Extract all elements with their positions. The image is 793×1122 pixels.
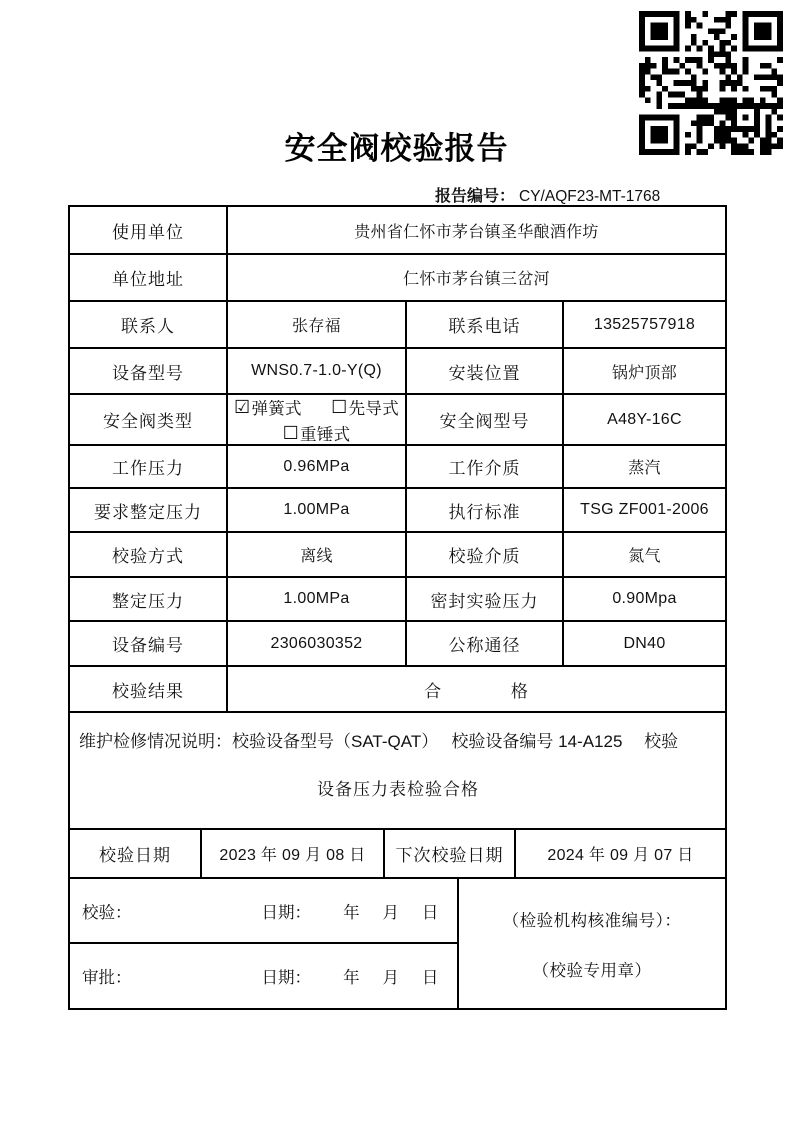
field-label: 单位地址 — [70, 255, 228, 300]
field-label: 密封实验压力 — [407, 578, 564, 620]
field-value: 0.90Mpa — [612, 590, 677, 607]
field-label: 执行标准 — [407, 489, 564, 531]
field-label: 工作压力 — [70, 446, 228, 487]
row-required-set-pressure — [70, 489, 725, 533]
field-value: 13525757918 — [593, 315, 696, 333]
field-label: 设备型号 — [70, 349, 228, 393]
field-label: 安装位置 — [407, 349, 564, 393]
field-value: 离线 — [228, 533, 407, 576]
field-value: WNS0.7-1.0-Y(Q) — [228, 349, 407, 393]
option-label: 重锤式 — [300, 425, 351, 444]
field-label: 校验日期 — [70, 830, 202, 877]
maintenance-line1: 维护检修情况说明：校验设备型号（SAT-QAT） 校验设备编号 14-A125 校验 — [79, 732, 679, 751]
field-value: A48Y-16C — [607, 410, 682, 428]
report-number-label: 报告编号： — [435, 188, 516, 205]
checkbox-checked-icon: ☑ — [234, 396, 251, 417]
row-valve-type — [70, 395, 725, 446]
field-label: 要求整定压力 — [70, 489, 228, 531]
row-dates — [70, 830, 725, 879]
report-number-value: CY/AQF23-MT-1768 — [519, 188, 661, 205]
field-value: 贵州省仁怀市茅台镇圣华酿酒作坊 — [354, 223, 599, 241]
org-stamp-note: （校验专用章） — [532, 961, 652, 980]
field-label: 联系电话 — [407, 302, 564, 347]
field-label: 下次校验日期 — [385, 830, 516, 877]
result-value: 合 格 — [424, 681, 529, 701]
row-contact — [70, 302, 725, 349]
row-calibration-method — [70, 533, 725, 578]
field-label: 工作介质 — [407, 446, 564, 487]
signature-date-blanks: 日期： 年 月 日 — [261, 969, 439, 987]
option-label: 弹簧式 — [251, 399, 302, 418]
field-value: 锅炉顶部 — [611, 364, 678, 382]
field-value: 2024 年 09 月 07 日 — [547, 847, 694, 864]
field-value: 0.96MPa — [228, 446, 407, 487]
field-value: 2306030352 — [228, 622, 407, 665]
row-set-pressure — [70, 578, 725, 622]
checkbox-unchecked-icon: ☐ — [331, 396, 348, 417]
row-working-pressure — [70, 446, 725, 489]
option-spring — [234, 395, 302, 419]
field-value: 张存福 — [228, 302, 407, 347]
option-pilot — [331, 395, 399, 419]
row-unit-address — [70, 255, 725, 302]
field-value: 蒸汽 — [628, 460, 661, 477]
report-table — [68, 205, 727, 1010]
field-label: 安全阀类型 — [70, 395, 228, 444]
signature-label: 审批： — [82, 969, 132, 987]
row-calibrator-signature — [70, 879, 457, 944]
signature-date-blanks: 日期： 年 月 日 — [261, 903, 439, 922]
option-label: 先导式 — [348, 399, 399, 418]
row-approver-signature — [70, 944, 457, 1008]
field-label: 整定压力 — [70, 578, 228, 620]
valve-type-options — [228, 395, 407, 444]
signature-label: 校验： — [82, 903, 132, 922]
org-approval-number: （检验机构核准编号）： — [502, 911, 682, 930]
field-label: 联系人 — [70, 302, 228, 347]
org-stamp-cell — [459, 879, 725, 1008]
checkbox-unchecked-icon: ☐ — [282, 422, 300, 443]
row-usage-unit — [70, 207, 725, 255]
maintenance-line2: 设备压力表检验合格 — [317, 780, 479, 799]
field-label: 校验方式 — [70, 533, 228, 576]
page-title: 安全阀校验报告 — [284, 131, 509, 166]
option-deadweight — [283, 421, 351, 445]
report-number — [435, 183, 660, 206]
row-device-no — [70, 622, 725, 667]
field-value: 2023 年 09 月 08 日 — [202, 830, 385, 877]
field-value: 1.00MPa — [228, 489, 407, 531]
row-result — [70, 667, 725, 713]
signature-section — [70, 879, 725, 1008]
field-value: 1.00MPa — [228, 578, 407, 620]
field-value: DN40 — [623, 634, 666, 652]
field-label: 公称通径 — [407, 622, 564, 665]
field-label: 安全阀型号 — [407, 395, 564, 444]
field-value: 氮气 — [628, 548, 661, 565]
field-label: 校验结果 — [70, 667, 228, 711]
field-label: 使用单位 — [70, 207, 228, 253]
field-value: TSG ZF001-2006 — [580, 501, 709, 518]
maintenance-note — [70, 713, 725, 830]
field-label: 校验介质 — [407, 533, 564, 576]
field-label: 设备编号 — [70, 622, 228, 665]
row-device-model — [70, 349, 725, 395]
field-value: 仁怀市茅台镇三岔河 — [403, 271, 550, 288]
